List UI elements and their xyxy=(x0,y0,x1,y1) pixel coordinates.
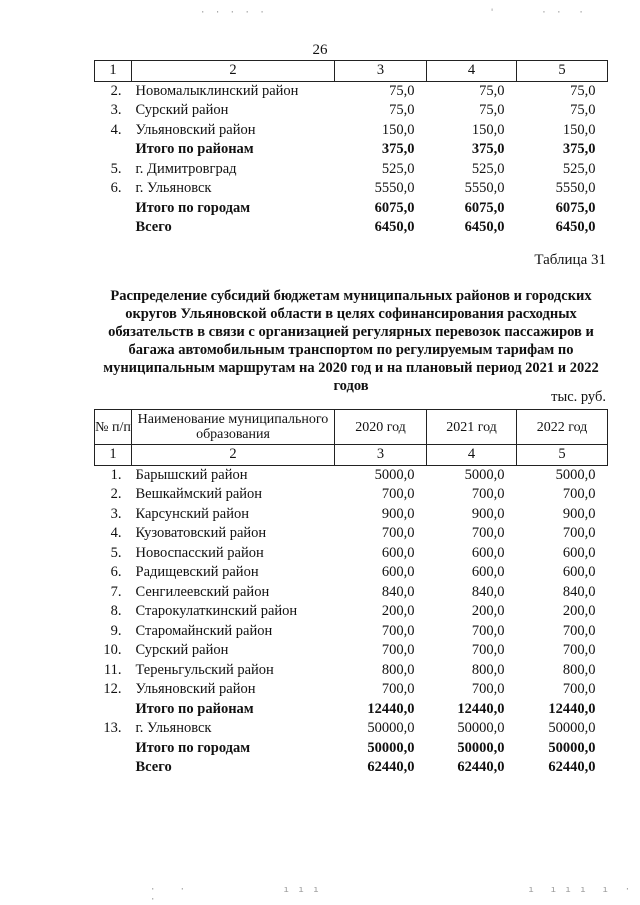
value-2020: 62440,0 xyxy=(367,759,415,775)
row-index xyxy=(95,700,132,720)
row-index xyxy=(95,739,132,759)
header-cell: 3 xyxy=(335,445,427,466)
table-row xyxy=(95,199,608,219)
row-index: 8. xyxy=(110,603,122,619)
table-row xyxy=(95,563,608,583)
value-2022: 700,0 xyxy=(562,681,596,697)
column-header-2020: 2020 год xyxy=(335,410,427,445)
value-2022: 6075,0 xyxy=(555,199,596,216)
table-title: Распределение субсидий бюджетам муниципальных районов и городских округов Ульяновской области в целях софинансирования расходных обязательств в связи с организацией регулярных перевозок пассажиров и багажа автомобильным транспортом по регулируемым тарифам по муниципальным маршрутам на 2020 год и на плановый период 2021 и 2022 годов xyxy=(103,288,599,394)
row-name: Ульяновский район xyxy=(135,121,256,138)
value-2021: 6075,0 xyxy=(464,199,505,216)
table-row xyxy=(95,583,608,603)
value-2021: 75,0 xyxy=(479,102,505,118)
value-2022: 700,0 xyxy=(562,525,596,541)
value-2020: 700,0 xyxy=(381,642,415,658)
row-name: Тереньгульский район xyxy=(135,661,274,678)
row-name: г. Ульяновск xyxy=(135,180,212,196)
value-2020: 75,0 xyxy=(389,102,415,118)
value-2021: 700,0 xyxy=(471,622,505,639)
value-2022: 840,0 xyxy=(562,583,596,600)
value-2022: 6450,0 xyxy=(555,219,596,235)
row-index: 2. xyxy=(110,486,122,502)
row-index xyxy=(95,199,132,219)
row-name: Итого по городам xyxy=(135,739,251,756)
value-2022: 375,0 xyxy=(562,141,596,157)
row-name: Новоспасский район xyxy=(135,544,264,561)
row-name: Старомайнский район xyxy=(135,622,273,639)
header-cell: 1 xyxy=(95,61,132,82)
table-row xyxy=(95,485,608,505)
value-2020: 200,0 xyxy=(381,603,415,619)
row-index: 9. xyxy=(110,622,122,639)
value-2022: 700,0 xyxy=(562,642,596,658)
value-2022: 150,0 xyxy=(562,121,596,138)
row-index xyxy=(95,218,132,238)
header-cell: 3 xyxy=(335,61,427,82)
table-caption: Таблица 31 xyxy=(534,252,606,268)
value-2020: 600,0 xyxy=(381,564,415,580)
value-2021: 5550,0 xyxy=(464,180,505,196)
table-row xyxy=(95,602,608,622)
row-name: Сурский район xyxy=(135,102,229,118)
value-2022: 50000,0 xyxy=(548,739,596,756)
value-2022: 800,0 xyxy=(562,661,596,678)
row-name: Новомалыклинский район xyxy=(135,82,299,99)
value-2020: 375,0 xyxy=(381,141,415,157)
value-2020: 700,0 xyxy=(381,681,415,697)
row-name: Кузоватовский район xyxy=(135,525,267,541)
row-index: 6. xyxy=(110,180,122,196)
value-2022: 5000,0 xyxy=(555,466,596,483)
value-2022: 50000,0 xyxy=(548,720,596,736)
value-2020: 700,0 xyxy=(381,622,415,639)
value-2021: 700,0 xyxy=(471,486,505,502)
value-2022: 525,0 xyxy=(562,160,596,177)
row-name: Итого по районам xyxy=(135,141,254,157)
row-index: 13. xyxy=(103,720,122,736)
value-2020: 75,0 xyxy=(389,82,415,99)
row-index: 3. xyxy=(110,505,122,522)
row-index: 6. xyxy=(110,564,122,580)
column-number-row xyxy=(95,61,608,82)
value-2022: 75,0 xyxy=(570,102,596,118)
value-2021: 12440,0 xyxy=(457,700,505,717)
value-2021: 62440,0 xyxy=(457,759,505,775)
row-name: Ульяновский район xyxy=(135,681,256,697)
row-name: Всего xyxy=(135,219,172,235)
value-2021: 600,0 xyxy=(471,564,505,580)
row-index: 11. xyxy=(103,661,122,678)
table-row xyxy=(95,758,608,778)
value-2021: 6450,0 xyxy=(464,219,505,235)
value-2021: 800,0 xyxy=(471,661,505,678)
row-name: Всего xyxy=(135,759,172,775)
table-row xyxy=(95,160,608,180)
value-2022: 900,0 xyxy=(562,505,596,522)
value-2022: 12440,0 xyxy=(548,700,596,717)
scan-artifact-top: · · · · · ' · · · xyxy=(200,8,586,18)
value-2022: 200,0 xyxy=(562,603,596,619)
value-2020: 5000,0 xyxy=(374,466,415,483)
table-row xyxy=(95,218,608,238)
value-2022: 5550,0 xyxy=(555,180,596,196)
table-row xyxy=(95,719,608,739)
value-2022: 700,0 xyxy=(562,622,596,639)
value-2021: 5000,0 xyxy=(464,466,505,483)
value-2021: 150,0 xyxy=(471,121,505,138)
value-2021: 840,0 xyxy=(471,583,505,600)
value-2021: 700,0 xyxy=(471,642,505,658)
value-2020: 600,0 xyxy=(381,544,415,561)
table-row xyxy=(95,81,608,101)
continued-table xyxy=(94,60,608,238)
column-header-row xyxy=(95,410,608,445)
row-index: 12. xyxy=(103,681,122,697)
value-2021: 50000,0 xyxy=(457,739,505,756)
page-number: 26 xyxy=(312,42,328,58)
table-row xyxy=(95,641,608,661)
subsidy-table-body xyxy=(95,410,608,778)
value-2021: 75,0 xyxy=(479,82,505,99)
value-2020: 525,0 xyxy=(381,160,415,177)
header-cell: 5 xyxy=(517,61,608,82)
row-name: Итого по районам xyxy=(135,700,254,717)
value-2020: 900,0 xyxy=(381,505,415,522)
value-2022: 62440,0 xyxy=(548,759,596,775)
value-2020: 840,0 xyxy=(381,583,415,600)
table-row xyxy=(95,121,608,141)
value-2020: 700,0 xyxy=(381,486,415,502)
row-name: Сенгилеевский район xyxy=(135,583,270,600)
table-row xyxy=(95,101,608,121)
row-index xyxy=(95,758,132,778)
table-row xyxy=(95,700,608,720)
row-index: 4. xyxy=(110,121,122,138)
table-row xyxy=(95,622,608,642)
value-2020: 50000,0 xyxy=(367,720,415,736)
row-name: Карсунский район xyxy=(135,505,250,522)
header-cell: 4 xyxy=(427,61,517,82)
value-2020: 6075,0 xyxy=(374,199,415,216)
value-2020: 800,0 xyxy=(381,661,415,678)
value-2021: 700,0 xyxy=(471,681,505,697)
table-row xyxy=(95,465,608,485)
table-row xyxy=(95,544,608,564)
table-row xyxy=(95,680,608,700)
row-index xyxy=(95,140,132,160)
column-header-2022: 2022 год xyxy=(517,410,608,445)
value-2021: 525,0 xyxy=(471,160,505,177)
row-index: 5. xyxy=(110,160,122,177)
value-2021: 375,0 xyxy=(471,141,505,157)
column-number-row xyxy=(95,445,608,466)
row-name: Барышский район xyxy=(135,466,248,483)
header-cell: 2 xyxy=(132,445,335,466)
row-index: 2. xyxy=(110,82,122,99)
table-row xyxy=(95,661,608,681)
table-row xyxy=(95,140,608,160)
table-row xyxy=(95,739,608,759)
row-name: г. Димитровград xyxy=(135,160,237,177)
value-2021: 50000,0 xyxy=(457,720,505,736)
scan-artifact-bottom: · · ı ı ı ı ı ı ı ı · · xyxy=(150,885,633,905)
header-cell: 4 xyxy=(427,445,517,466)
header-cell: 5 xyxy=(517,445,608,466)
row-index: 5. xyxy=(110,544,122,561)
value-2020: 6450,0 xyxy=(374,219,415,235)
row-name: Радищевский район xyxy=(135,564,259,580)
column-header-num: № п/п xyxy=(95,410,132,445)
row-index: 4. xyxy=(110,525,122,541)
value-2020: 150,0 xyxy=(381,121,415,138)
value-2020: 700,0 xyxy=(381,525,415,541)
value-2020: 5550,0 xyxy=(374,180,415,196)
value-2021: 600,0 xyxy=(471,544,505,561)
row-index: 10. xyxy=(103,642,122,658)
value-2020: 50000,0 xyxy=(367,739,415,756)
value-2021: 700,0 xyxy=(471,525,505,541)
table-row xyxy=(95,179,608,199)
table-row xyxy=(95,505,608,525)
header-cell: 1 xyxy=(95,445,132,466)
column-header-name: Наименование муниципального образования xyxy=(132,410,335,445)
row-index: 3. xyxy=(110,102,122,118)
value-2022: 600,0 xyxy=(562,544,596,561)
table-row xyxy=(95,524,608,544)
value-2020: 12440,0 xyxy=(367,700,415,717)
row-index: 7. xyxy=(110,583,122,600)
value-2022: 700,0 xyxy=(562,486,596,502)
column-header-2021: 2021 год xyxy=(427,410,517,445)
value-2021: 200,0 xyxy=(471,603,505,619)
value-2021: 900,0 xyxy=(471,505,505,522)
value-2022: 600,0 xyxy=(562,564,596,580)
subsidy-table xyxy=(94,409,608,778)
row-name: Вешкаймский район xyxy=(135,486,263,502)
continued-table-body xyxy=(95,61,608,238)
value-2022: 75,0 xyxy=(570,82,596,99)
row-name: г. Ульяновск xyxy=(135,720,212,736)
row-index: 1. xyxy=(110,466,122,483)
row-name: Итого по городам xyxy=(135,199,251,216)
units-label: тыс. руб. xyxy=(551,389,606,405)
row-name: Сурский район xyxy=(135,642,229,658)
header-cell: 2 xyxy=(132,61,335,82)
row-name: Старокулаткинский район xyxy=(135,603,298,619)
